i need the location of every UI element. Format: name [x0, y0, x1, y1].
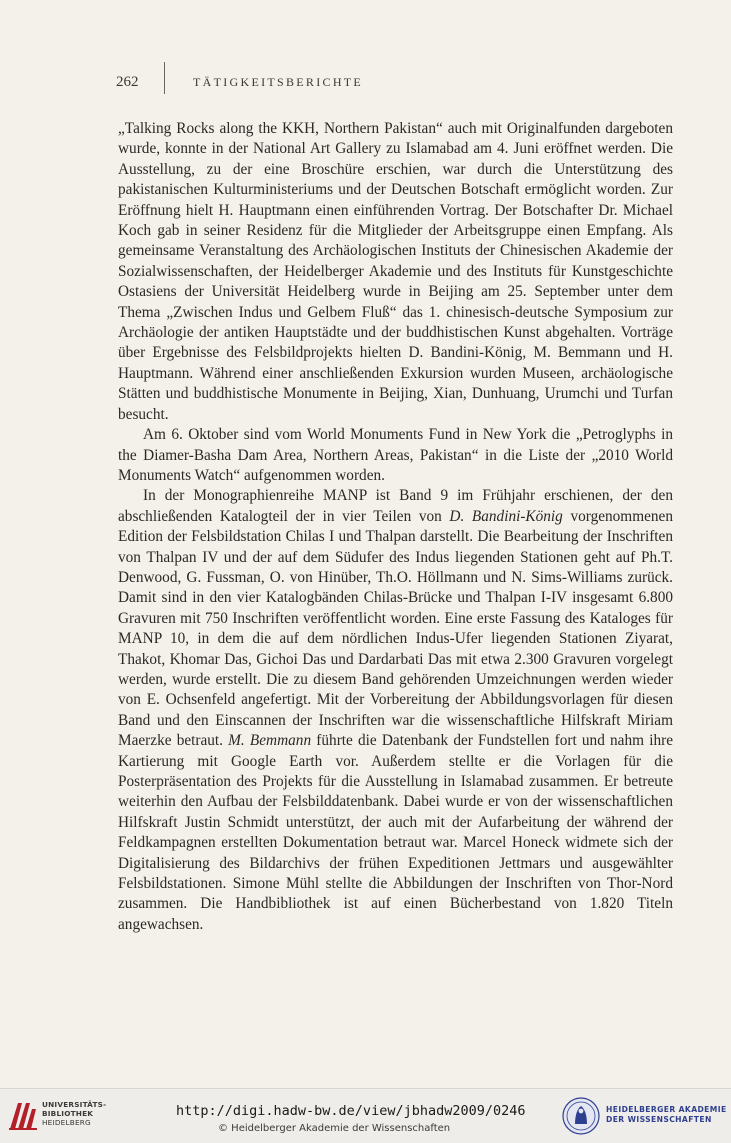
university-library-logo-icon	[8, 1099, 38, 1131]
running-head	[116, 70, 364, 94]
page-number: 262	[116, 73, 139, 90]
academy-seal-icon	[562, 1097, 600, 1135]
paragraph-3: In der Monographienreihe MANP ist Band 9 im Frühjahr erschienen, der den abschließenden Katalogteil der in vier Teilen von D. Bandini-König vorgenommenen Edition der Felsbildstation Chilas I und Thalpan darstellt. Die Bearbeitung der Inschriften von Thalpan IV und der auf dem Südufer des Indus liegenden Stationen geht auf Ph.T. Denwood, G. Fussman, O. von Hinüber, Th.O. Höllmann und N. Sims-Williams zurück. Damit sind in den vier Katalogbänden Chilas-Brücke und Thalpan I-IV insgesamt 6.800 Gravuren mit 750 Inschriften veröffentlicht worden. Eine erste Fassung des Kataloges für MANP 10, in dem die auf dem nördlichen Indus-Ufer liegenden Stationen Ziyarat, Thakot, Khomar Das, Gichoi Das und Dardarbati Das mit etwa 2.300 Gravuren vorgelegt werden, wurde erstellt. Die zu diesem Band gehörenden Umzeichnungen werden wieder von E. Ochsenfeld angefertigt. Mit der Vorbereitung der Abbildungsvorlagen für diesen Band und den Einscannen der Inschriften war die wissenschaftliche Hilfskraft Miriam Maerzke betraut. M. Bemmann führte die Datenbank der Fundstellen fort und nahm ihre Kartierung mit Google Earth vor. Außerdem stellte er die Vorlagen für die Posterpräsentation des Projekts für die Ausstellung in Islamabad zusammen. Er betreute weiterhin den Aufbau der Felsbilddatenbank. Dabei wurde er von der wissenschaftlichen Hilfskraft Justin Schmidt unterstützt, der auch mit der Aufarbeitung der während der Feldkampagnen erstellten Dokumentation betraut war. Marcel Honeck widmete sich der Digitalisierung des Bildarchivs der frühen Expeditionen Jettmars und ausgewählter Felsbildstationen. Simone Mühl stellte die Abbildungen der Inschriften von Thor-Nord zusammen. Die Handbibliothek ist auf einen Bücherbestand von 1.820 Titeln angewachsen.	[118, 487, 673, 933]
university-library-name: UNIVERSITÄTS- BIBLIOTHEK HEIDELBERG	[42, 1100, 107, 1127]
paragraph-2: Am 6. Oktober sind vom World Monuments Fund in New York die „Petroglyphs in the Diamer-Basha Dam Area, Northern Areas, Pakistan“ in die Liste der „2010 World Monuments Watch“ aufgenommen worden.	[118, 426, 673, 484]
header-divider	[164, 62, 165, 94]
permalink-url[interactable]: http://digi.hadw-bw.de/view/jbhadw2009/0246	[176, 1103, 526, 1119]
copyright-notice: © Heidelberger Akademie der Wissenschaften	[218, 1123, 451, 1134]
body-text	[118, 119, 673, 935]
running-title: TÄTIGKEITSBERICHTE	[193, 74, 364, 89]
viewer-footer	[0, 1088, 731, 1143]
paragraph-1: „Talking Rocks along the KKH, Northern Pakistan“ auch mit Originalfunden dargeboten wurde, konnte in der National Art Gallery zu Islamabad am 4. Juni eröffnet werden. Die Ausstellung, zu der eine Broschüre erschien, war durch die Unterstützung des pakistanischen Kulturministeriums und der Deutschen Botschaft ermöglicht worden. Zur Eröffnung hielt H. Hauptmann einen einführenden Vortrag. Der Botschafter Dr. Michael Koch gab in seiner Residenz für die Mitglieder der Arbeitsgruppe einen Empfang. Als gemeinsame Veranstaltung des Archäologischen Instituts der Chinesischen Akademie der Sozialwissenschaften, der Heidelberger Akademie und des Instituts für Kunstgeschichte Ostasiens der Universität Heidelberg wurde in Beijing am 25. September unter dem Thema „Zwischen Indus und Gelbem Fluß“ das 1. chinesisch-deutsche Symposium zur Archäologie der antiken Hauptstädte und der buddhistischen Kunst abgehalten. Vorträge über Ergebnisse des Felsbildprojekts hielten D. Bandini-König, M. Bemmann und H. Hauptmann. Während einer anschließenden Exkursion wurden Museen, archäologische Stätten und buddhistische Monumente in Beijing, Xian, Dunhuang, Urumchi und Turfan besucht.	[118, 120, 673, 423]
academy-name: HEIDELBERGER AKADEMIE DER WISSENSCHAFTEN	[606, 1105, 727, 1124]
